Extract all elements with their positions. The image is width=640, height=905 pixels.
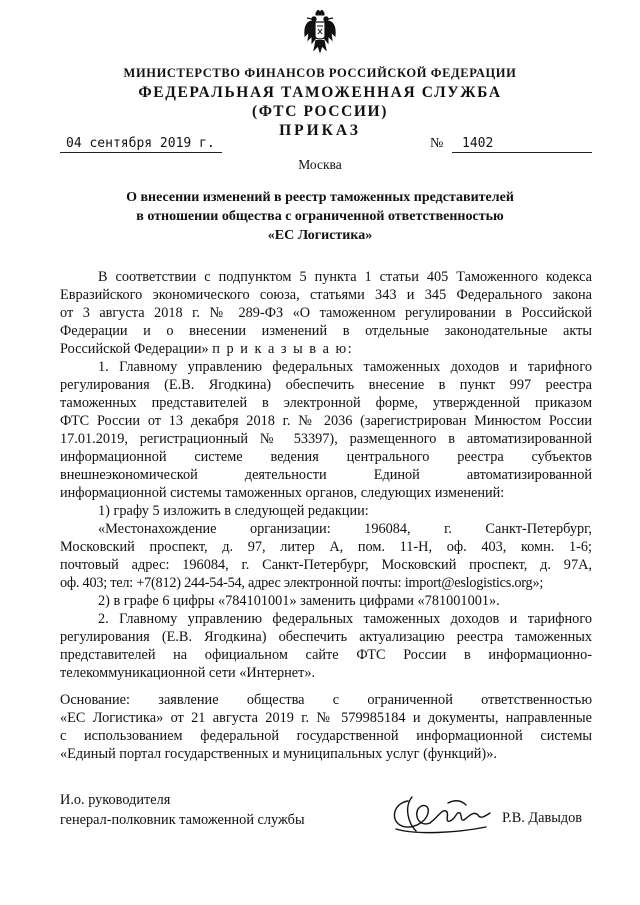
body-line: ФТС России от 13 декабря 2018 г. № 2036 (зарегистрирован Минюстом России bbox=[60, 413, 592, 429]
ministry-name: МИНИСТЕРСТВО ФИНАНСОВ РОССИЙСКОЙ ФЕДЕРАЦИИ bbox=[123, 66, 517, 80]
order-number: 1402 bbox=[462, 136, 494, 151]
body-line: информационной системы таможенных органов, следующих изменений: bbox=[60, 485, 505, 501]
body-line: 1. Главному управлению федеральных таможенных доходов и тарифного bbox=[98, 359, 592, 375]
city: Москва bbox=[298, 157, 342, 172]
order-number-label: № bbox=[430, 136, 444, 151]
document-title-line: «ЕС Логистика» bbox=[267, 228, 373, 243]
body-line: таможенных представителей в электронной форме, утвержденной приказом bbox=[60, 395, 592, 411]
number-underline bbox=[452, 152, 592, 153]
body-line: 2. Главному управлению федеральных таможенных доходов и тарифного bbox=[98, 611, 592, 627]
service-name: ФЕДЕРАЛЬНАЯ ТАМОЖЕННАЯ СЛУЖБА bbox=[138, 84, 502, 101]
body-line: Федерации и о внесении изменений в отдельные законодательные акты bbox=[60, 323, 592, 339]
body-line: регулирования (Е.В. Ягодкина) обеспечить актуализацию реестра таможенных bbox=[60, 629, 592, 645]
document-title-line: О внесении изменений в реестр таможенных представителей bbox=[126, 190, 514, 205]
body-line bbox=[60, 340, 592, 358]
service-abbreviation: (ФТС РОССИИ) bbox=[252, 103, 388, 120]
body-line: внешнеэкономической деятельности Единой автоматизированной bbox=[60, 467, 592, 483]
document-type: ПРИКАЗ bbox=[279, 122, 361, 139]
body-line: 1) графу 5 изложить в следующей редакции: bbox=[98, 503, 369, 519]
signer-name: Р.В. Давыдов bbox=[502, 810, 583, 826]
document-title-line: в отношении общества с ограниченной ответственностью bbox=[136, 209, 504, 224]
body-line: информационной системе ведения центрального реестра субъектов bbox=[60, 449, 592, 465]
signer-position: И.о. руководителя bbox=[60, 792, 171, 808]
russian-coat-of-arms-icon bbox=[303, 10, 337, 54]
basis-line: Основание: заявление общества с ограниченной ответственностью bbox=[60, 692, 592, 708]
body-line: почтовый адрес: 196084, г. Санкт-Петербург, Московский проспект, д. 97А, bbox=[60, 557, 592, 573]
body-line: 2) в графе 6 цифры «784101001» заменить цифрами «781001001». bbox=[98, 593, 500, 609]
body-line: «Местонахождение организации: 196084, г. Санкт-Петербург, bbox=[98, 521, 592, 537]
body-line: от 3 августа 2018 г. № 289-ФЗ «О таможенном регулировании в Российской bbox=[60, 305, 592, 321]
body-line: В соответствии с подпунктом 5 пункта 1 статьи 405 Таможенного кодекса bbox=[98, 269, 592, 285]
order-verb: п р и к а з ы в а ю: bbox=[212, 341, 354, 357]
body-line: Московский проспект, д. 97, литер А, пом. 11-Н, оф. 403, комн. 1-6; bbox=[60, 539, 592, 555]
basis-line: с использованием федеральной государственной информационной системы bbox=[60, 728, 592, 744]
body-line: регулирования (Е.В. Ягодкина) обеспечить внесение в пункт 997 реестра bbox=[60, 377, 592, 393]
order-date: 04 сентября 2019 г. bbox=[66, 136, 215, 151]
date-underline bbox=[60, 152, 222, 153]
signer-rank: генерал-полковник таможенной службы bbox=[60, 812, 305, 828]
handwritten-signature-icon bbox=[386, 793, 498, 837]
body-line: Евразийского экономического союза, статьями 343 и 345 Федерального закона bbox=[60, 287, 592, 303]
body-line: оф. 403; тел: +7(812) 244-54-54, адрес электронной почты: import@eslogistics.org»; bbox=[60, 575, 544, 591]
body-line: телекоммуникационной сети «Интернет». bbox=[60, 665, 316, 681]
basis-line: «Единый портал государственных и муниципальных услуг (функций)». bbox=[60, 746, 497, 762]
body-line: представителей на официальном сайте ФТС России в информационно- bbox=[60, 647, 592, 663]
body-line: 17.01.2019, регистрационный № 53397), размещенного в автоматизированной bbox=[60, 431, 592, 447]
basis-line: «ЕС Логистика» от 21 августа 2019 г. № 579985184 и документы, направленные bbox=[60, 710, 592, 726]
body-text: Российской Федерации» bbox=[60, 341, 209, 357]
